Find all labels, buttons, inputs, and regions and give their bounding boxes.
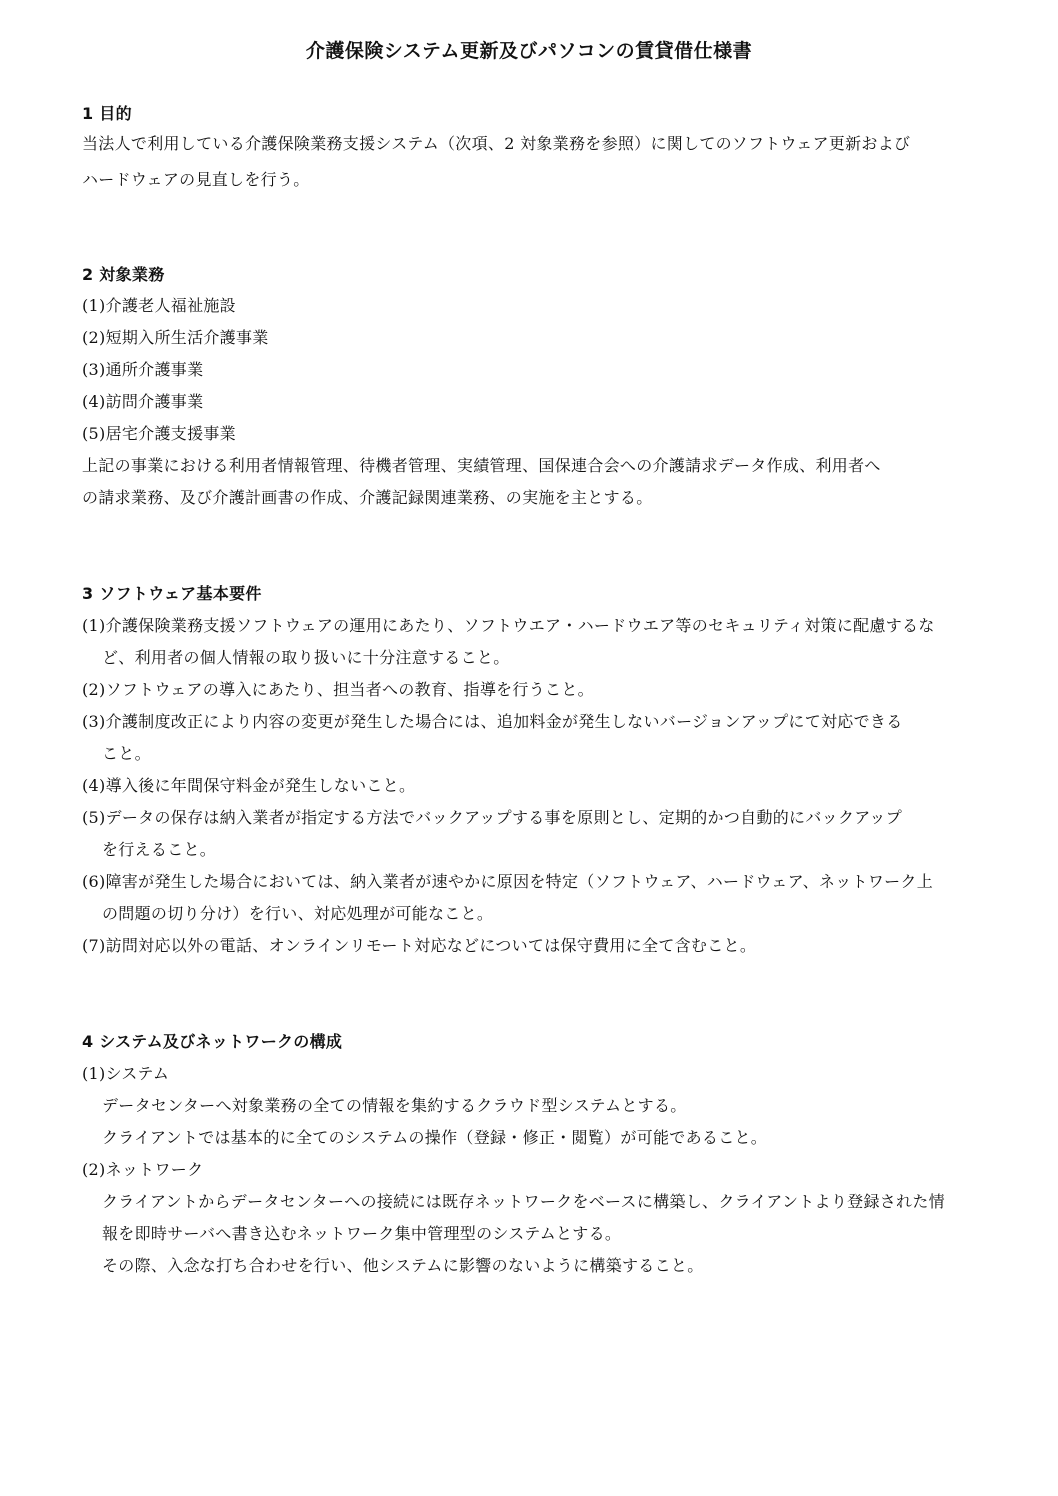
config-line: その際、入念な打ち合わせを行い、他システムに影響のないように構築すること。 [102, 1256, 704, 1275]
requirement-line: (2)ソフトウェアの導入にあたり、担当者への教育、指導を行うこと。 [82, 680, 594, 699]
section-3-heading: 3 ソフトウェア基本要件 [82, 584, 262, 603]
requirement-line: (6)障害が発生した場合においては、納入業者が速やかに原因を特定（ソフトウェア、ハードウェア、ネットワーク上 [82, 872, 934, 891]
config-line: クライアントでは基本的に全てのシステムの操作（登録・修正・閲覧）が可能であること。 [102, 1128, 768, 1147]
config-line: (2)ネットワーク [82, 1160, 204, 1179]
requirement-line: (5)データの保存は納入業者が指定する方法でバックアップする事を原則とし、定期的かつ自動的にバックアップ [82, 808, 903, 827]
section-4-heading: 4 システム及びネットワークの構成 [82, 1032, 343, 1051]
service-item: (4)訪問介護事業 [82, 392, 204, 411]
config-line: データセンターへ対象業務の全ての情報を集約するクラウド型システムとする。 [102, 1096, 687, 1115]
requirement-line: (7)訪問対応以外の電話、オンラインリモート対応などについては保守費用に全て含むこと。 [82, 936, 757, 955]
document-title: 介護保険システム更新及びパソコンの賃貸借仕様書 [305, 40, 753, 62]
config-line: 報を即時サーバへ書き込むネットワーク集中管理型のシステムとする。 [102, 1224, 622, 1243]
section-1-text: 当法人で利用している介護保険業務支援システム（次項、2 対象業務を参照）に関してのソフトウェア更新および [82, 134, 911, 153]
requirement-line: の問題の切り分け）を行い、対応処理が可能なこと。 [102, 904, 494, 923]
config-line: (1)システム [82, 1064, 170, 1083]
service-item: (3)通所介護事業 [82, 360, 204, 379]
section-2-heading: 2 対象業務 [82, 265, 165, 284]
requirement-line: (3)介護制度改正により内容の変更が発生した場合には、追加料金が発生しないバージョンアップにて対応できる [82, 712, 903, 731]
requirement-line: こと。 [102, 744, 151, 763]
service-item: (5)居宅介護支援事業 [82, 424, 236, 443]
config-line: クライアントからデータセンターへの接続には既存ネットワークをベースに構築し、クライアントより登録された情 [102, 1192, 945, 1211]
requirement-line: を行えること。 [102, 840, 217, 859]
service-item: (2)短期入所生活介護事業 [82, 328, 269, 347]
section-1-text: ハードウェアの見直しを行う。 [82, 170, 310, 189]
requirement-line: ど、利用者の個人情報の取り扱いに十分注意すること。 [102, 648, 510, 667]
section-2-text: 上記の事業における利用者情報管理、待機者管理、実績管理、国保連合会への介護請求データ作成、利用者へ [82, 456, 881, 475]
service-item: (1)介護老人福祉施設 [82, 296, 236, 315]
requirement-line: (4)導入後に年間保守料金が発生しないこと。 [82, 776, 416, 795]
section-1-heading: 1 目的 [82, 104, 132, 123]
section-2-text: の請求業務、及び介護計画書の作成、介護記録関連業務、の実施を主とする。 [82, 488, 653, 507]
requirement-line: (1)介護保険業務支援ソフトウェアの運用にあたり、ソフトウエア・ハードウエア等のセキュリティ対策に配慮するな [82, 616, 935, 635]
